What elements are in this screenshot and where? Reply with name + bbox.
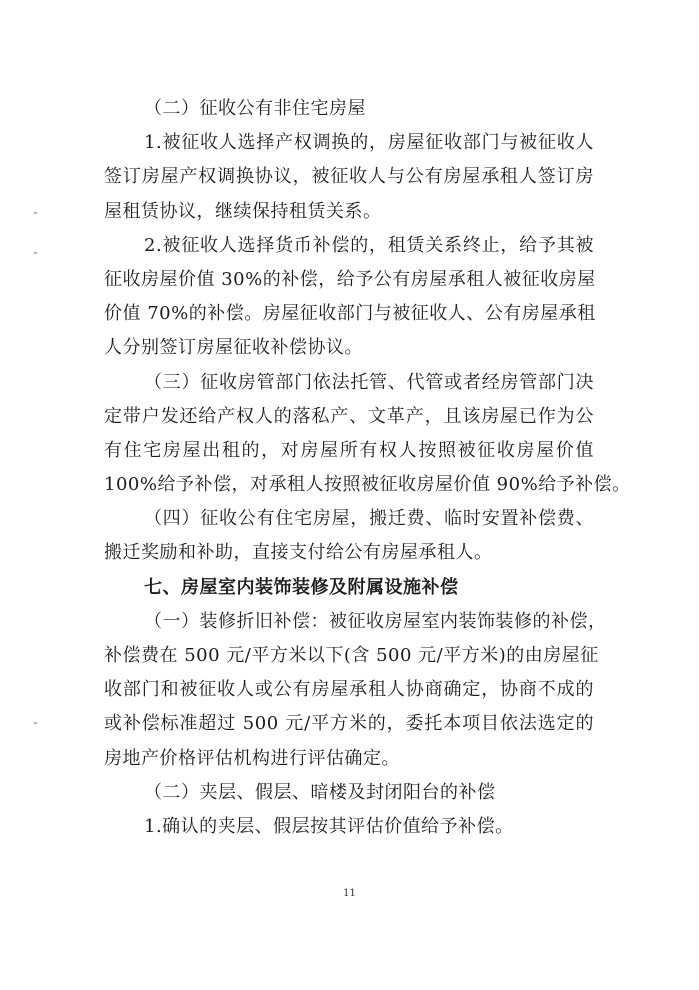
section-heading-public-non-residential: （二）征收公有非住宅房屋 bbox=[144, 98, 366, 119]
paragraph-line: 补偿费在 500 元/平方米以下(含 500 元/平方米)的由房屋征 bbox=[104, 645, 599, 666]
paragraph-line: 签订房屋产权调换协议，被征收人与公有房屋承租人签订房 bbox=[104, 166, 594, 188]
paragraph-line: 2.被征收人选择货币补偿的，租赁关系终止，给予其被 bbox=[144, 234, 594, 256]
paragraph-line: 搬迁奖励和补助，直接支付给公有房屋承租人。 bbox=[104, 542, 493, 564]
paragraph-line: 定带户发还给产权人的落私产、文革产，且该房屋已作为公 bbox=[104, 405, 594, 427]
paragraph-line: 1.确认的夹层、假层按其评估价值给予补偿。 bbox=[144, 815, 514, 837]
paragraph-line: （一）装修折旧补偿：被征收房屋室内装饰装修的补偿， bbox=[144, 610, 607, 632]
paragraph-line: 100%给予补偿，对承租人按照被征收房屋价值 90%给予补偿。 bbox=[104, 474, 631, 496]
section-heading-decoration-compensation: 七、房屋室内装饰装修及附属设施补偿 bbox=[144, 576, 459, 598]
paragraph-line: （四）征收公有住宅房屋，搬迁费、临时安置补偿费、 bbox=[144, 508, 594, 530]
paragraph-line: 房地产价格评估机构进行评估确定。 bbox=[104, 747, 400, 769]
paragraph-line: （三）征收房管部门依法托管、代管或者经房管部门决 bbox=[144, 371, 594, 393]
paragraph-line: 征收房屋价值 30%的补偿，给予公有房屋承租人被征收房屋 bbox=[104, 268, 596, 290]
paragraph-line: 收部门和被征收人或公有房屋承租人协商确定，协商不成的 bbox=[104, 679, 594, 701]
margin-mark bbox=[34, 212, 37, 214]
paragraph-line: 1.被征收人选择产权调换的，房屋征收部门与被征收人 bbox=[144, 132, 594, 154]
page-number: 11 bbox=[343, 888, 356, 899]
paragraph-line: 人分别签订房屋征收补偿协议。 bbox=[104, 337, 363, 359]
paragraph-line: 屋租赁协议，继续保持租赁关系。 bbox=[104, 200, 382, 222]
paragraph-line: 或补偿标准超过 500 元/平方米的，委托本项目依法选定的 bbox=[104, 713, 594, 735]
paragraph-line: 价值 70%的补偿。房屋征收部门与被征收人、公有房屋承租 bbox=[104, 303, 596, 325]
subsection-heading-mezzanine: （二）夹层、假层、暗楼及封闭阳台的补偿 bbox=[144, 781, 496, 803]
margin-mark bbox=[34, 722, 37, 724]
document-body bbox=[104, 92, 631, 844]
paragraph-line: 有住宅房屋出租的，对房屋所有权人按照被征收房屋价值 bbox=[104, 439, 594, 461]
margin-mark bbox=[34, 252, 37, 254]
